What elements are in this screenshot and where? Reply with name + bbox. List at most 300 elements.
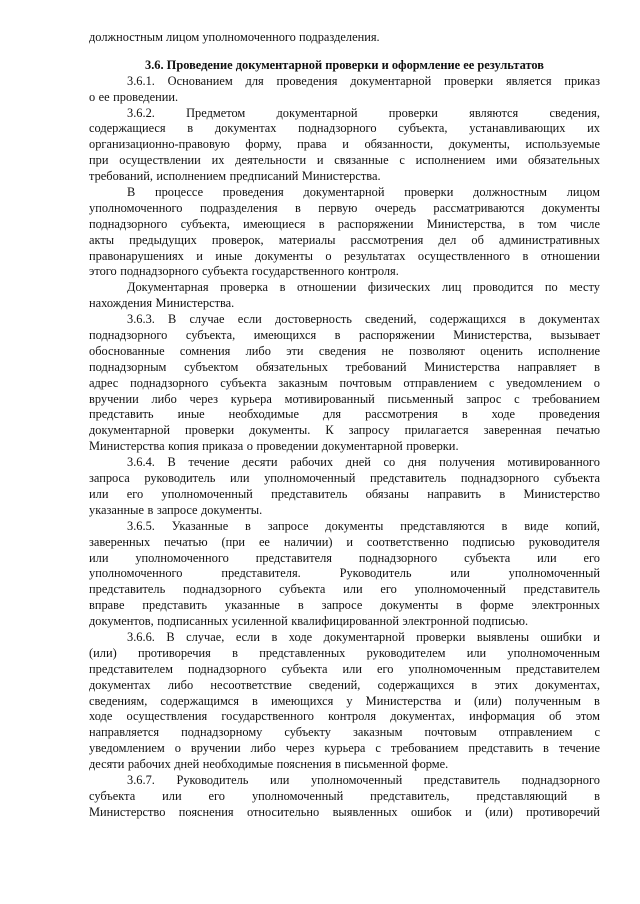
text-line	[89, 217, 600, 233]
word: государственного	[251, 264, 345, 279]
word: рабочих	[290, 455, 334, 470]
word: или	[537, 550, 557, 565]
word: о	[246, 439, 253, 454]
word: представляются	[400, 518, 485, 533]
word: о	[593, 375, 600, 390]
word: ошибок	[410, 804, 452, 819]
word: том	[537, 216, 557, 231]
word: руководитель	[144, 471, 216, 486]
word: Министерства.	[301, 169, 381, 184]
word: сведениям,	[89, 693, 148, 708]
word: представителем	[89, 661, 173, 676]
word: курьера	[324, 741, 366, 756]
text-line	[89, 296, 600, 312]
word: и	[316, 153, 324, 168]
word: проверки	[388, 105, 438, 120]
word: иные	[215, 248, 243, 263]
word: Министерство	[89, 804, 166, 819]
word: поднадзорного	[89, 216, 168, 231]
word: связанные	[334, 153, 389, 168]
word: отправлением	[498, 725, 573, 740]
word: течение	[188, 455, 230, 470]
word: об	[471, 232, 484, 247]
word: в	[334, 328, 341, 343]
word: 3.6.3.	[127, 312, 155, 327]
word: субъекта	[553, 471, 600, 486]
word: Министерства	[365, 693, 442, 708]
word: 3.6.6.	[127, 629, 155, 644]
word: документах	[538, 312, 600, 327]
word: документы	[541, 200, 600, 215]
word: об	[548, 709, 562, 724]
word: государственного	[221, 709, 314, 724]
word: или	[269, 772, 290, 787]
word: пояснения	[276, 757, 332, 772]
word: Министерства.	[155, 296, 235, 311]
word: документарной	[276, 105, 358, 120]
word: представителя	[255, 550, 332, 565]
word: требований	[345, 359, 407, 374]
text-line	[89, 582, 600, 598]
word: выявленных	[332, 804, 398, 819]
word: устанавливающих	[469, 121, 566, 136]
word: представить	[142, 598, 207, 613]
word: обязаны	[365, 486, 409, 501]
word: рабочих	[127, 757, 171, 772]
word: акты	[89, 232, 115, 247]
word: приказ	[564, 73, 600, 88]
word: десяти	[89, 757, 125, 772]
word: документарной	[89, 423, 171, 438]
word: представителя.	[221, 566, 301, 581]
word: со	[383, 455, 396, 470]
word: заверенных	[89, 534, 151, 549]
word: представитель	[369, 471, 447, 486]
word: относительно	[246, 804, 320, 819]
text-line	[89, 503, 600, 519]
word: в	[594, 788, 600, 803]
text-line	[89, 678, 600, 694]
word: соответственно	[366, 534, 449, 549]
word: его	[376, 661, 394, 676]
word: форме	[480, 598, 514, 613]
text-line	[89, 630, 600, 646]
text-line	[89, 423, 600, 439]
word: для	[322, 407, 342, 422]
text-line	[89, 74, 600, 90]
word: приказа	[202, 439, 244, 454]
word: проведении	[256, 439, 319, 454]
word: исполнение	[538, 343, 600, 358]
document-page	[89, 30, 600, 821]
word: Указанные	[171, 518, 229, 533]
word: его	[126, 486, 144, 501]
word: о	[174, 741, 181, 756]
word: документы.	[249, 423, 311, 438]
word: (или)	[474, 693, 502, 708]
word: представить	[89, 407, 154, 422]
word: противоречия	[137, 645, 211, 660]
word: необходимые	[202, 757, 274, 772]
section-heading-text: 3.6. Проведение документарной проверки и оформление ее результатов	[145, 57, 544, 72]
word: являются	[469, 105, 519, 120]
word: наличии)	[283, 534, 333, 549]
word: отношении	[540, 248, 600, 263]
word: электронной	[402, 614, 470, 629]
word: лицом	[566, 185, 600, 200]
text-line	[89, 455, 600, 471]
word: их	[587, 121, 600, 136]
word: позволяют	[408, 343, 465, 358]
word: если	[235, 629, 260, 644]
word: в	[594, 359, 600, 374]
word: курьера	[230, 391, 272, 406]
word: Министерства,	[453, 328, 532, 343]
word: уполномоченный	[414, 582, 506, 597]
word: в	[499, 486, 506, 501]
text-line	[89, 741, 600, 757]
word: документах	[89, 677, 151, 692]
word: уполномоченный	[251, 788, 344, 803]
word: документарной	[303, 185, 385, 200]
word: поднадзорного	[130, 375, 209, 390]
word: документов,	[89, 614, 154, 629]
word: процессе	[154, 185, 204, 200]
word: права	[297, 137, 327, 152]
word: пояснения	[178, 804, 234, 819]
text-line	[89, 90, 600, 106]
word: уполномоченным	[408, 661, 501, 676]
word: документы	[254, 248, 313, 263]
text-line	[89, 121, 600, 137]
text-line	[89, 471, 600, 487]
text-line	[89, 519, 600, 535]
continuation-text: должностным лицом уполномоченного подразделения.	[89, 30, 380, 44]
text-line	[89, 407, 600, 423]
word: документарной	[350, 73, 432, 88]
word: проверки	[416, 629, 466, 644]
word: вручении	[89, 391, 139, 406]
text-line	[89, 328, 600, 344]
word: Руководитель	[339, 566, 412, 581]
word: форму,	[245, 137, 282, 152]
word: вправе	[89, 598, 125, 613]
word: обязательных	[256, 359, 328, 374]
word: несоответствие	[210, 677, 292, 692]
word: у	[346, 693, 353, 708]
text-line	[89, 439, 600, 455]
word: В	[127, 185, 136, 200]
word: и	[593, 629, 600, 644]
word: его	[380, 582, 397, 597]
word: (при	[221, 534, 246, 549]
word: уполномоченный	[264, 471, 356, 486]
text-line	[89, 137, 600, 153]
text-line	[89, 757, 600, 773]
word: имеющихся	[270, 693, 334, 708]
word: результатах	[343, 248, 406, 263]
text-line	[89, 312, 600, 328]
word: при	[89, 153, 109, 168]
word: документы,	[448, 137, 510, 152]
text-line	[89, 789, 600, 805]
word: в	[519, 312, 526, 327]
word: выявлены	[476, 629, 530, 644]
word: 3.6.4.	[127, 455, 155, 470]
word: мотивированный	[284, 391, 375, 406]
text-line	[89, 694, 600, 710]
word: десяти	[242, 455, 278, 470]
text-line	[89, 249, 600, 265]
word: в	[471, 677, 478, 692]
word: поднадзорному	[181, 725, 263, 740]
word: подписанных	[157, 614, 229, 629]
word: субъектом	[184, 359, 239, 374]
word: Документарная	[127, 280, 209, 295]
word: в	[245, 518, 251, 533]
word: представитель	[89, 582, 166, 597]
text-line	[89, 106, 600, 122]
text-line	[89, 662, 600, 678]
text-line	[89, 487, 600, 503]
word: ходе	[491, 407, 516, 422]
text-line	[89, 709, 600, 725]
word: административных	[498, 232, 600, 247]
word: с	[488, 375, 495, 390]
text-line	[89, 153, 600, 169]
word: 3.6.1.	[127, 73, 155, 88]
word: субъекта	[202, 264, 249, 279]
word: содержащиеся	[89, 121, 166, 136]
word: случае,	[186, 629, 225, 644]
word: заверенная	[483, 423, 542, 438]
text-line	[89, 805, 600, 821]
word: подразделения	[199, 200, 278, 215]
text-line	[89, 280, 600, 296]
word: эти	[286, 343, 304, 358]
word: организационно-правовую	[89, 137, 230, 152]
word: запросу	[348, 423, 390, 438]
word: документы	[380, 598, 439, 613]
word: этого	[89, 264, 117, 279]
word: направляется	[89, 725, 160, 740]
word: нахождения	[89, 296, 153, 311]
word: ходе	[288, 629, 313, 644]
word: физических	[367, 280, 431, 295]
word: их	[211, 153, 225, 168]
word: материалы	[278, 232, 336, 247]
text-line	[89, 646, 600, 662]
word: оценить	[480, 343, 523, 358]
word: субъекта,	[180, 216, 230, 231]
word: предписаний	[229, 169, 299, 184]
text-line	[89, 725, 600, 741]
word: проверки.	[406, 439, 459, 454]
word: вручении	[190, 741, 241, 756]
word: является	[505, 73, 552, 88]
word: его	[208, 788, 225, 803]
word: информация	[469, 709, 535, 724]
word: почтовым	[339, 375, 392, 390]
word: форме.	[411, 757, 449, 772]
text-line	[89, 598, 600, 614]
word: (или)	[485, 804, 513, 819]
word: представителем	[515, 661, 600, 676]
text-line	[89, 566, 600, 582]
word: в	[522, 248, 529, 263]
word: содержащимся	[160, 693, 239, 708]
word: в	[518, 216, 525, 231]
word: уполномоченным	[507, 645, 600, 660]
word: требованием	[532, 391, 600, 406]
word: в	[456, 598, 463, 613]
word: субъекту	[284, 725, 331, 740]
word: В	[167, 455, 176, 470]
word: этом	[575, 709, 600, 724]
word: рассмотрения	[365, 407, 438, 422]
text-line	[89, 201, 600, 217]
continuation-line	[89, 30, 600, 46]
word: проверок,	[211, 232, 264, 247]
word: поднадзорного	[183, 582, 262, 597]
word: отправлением	[403, 375, 478, 390]
section-body	[89, 74, 600, 821]
word: заказным	[353, 725, 403, 740]
word: уполномоченный	[508, 566, 600, 581]
word: представитель	[423, 772, 501, 787]
word: лиц	[441, 280, 462, 295]
word: сведений,	[365, 312, 417, 327]
word: осуществления	[126, 709, 208, 724]
word: с	[399, 153, 405, 168]
word: поднадзорного	[187, 661, 267, 676]
word: правонарушениях	[89, 248, 184, 263]
word: подписью	[462, 534, 515, 549]
word: вызывает	[550, 328, 600, 343]
word: или	[450, 566, 470, 581]
word: обязательных	[528, 153, 600, 168]
word: почтовым	[424, 725, 477, 740]
word: поднадзорного	[460, 471, 540, 486]
word: содержащихся	[377, 677, 455, 692]
word: представляющий	[476, 788, 568, 803]
word: проверки	[404, 185, 454, 200]
word: направляет	[517, 359, 577, 374]
word: или	[162, 788, 182, 803]
word: в	[501, 518, 508, 533]
word: в	[187, 121, 194, 136]
word: числе	[569, 216, 600, 231]
word: отношении	[297, 280, 357, 295]
word: документарной	[323, 629, 405, 644]
word: поднадзорным	[89, 359, 167, 374]
word: виде	[524, 518, 549, 533]
word: Предметом	[186, 105, 246, 120]
word: прилагается	[404, 423, 469, 438]
word: и	[465, 804, 472, 819]
word: в	[461, 407, 468, 422]
word: обязанности,	[364, 137, 434, 152]
word: (или)	[89, 645, 117, 660]
word: иные	[177, 407, 205, 422]
word: дней	[345, 455, 371, 470]
word: осуществленного	[417, 248, 511, 263]
word: поднадзорного	[521, 772, 600, 787]
word: с	[514, 391, 520, 406]
word: представитель	[271, 486, 348, 501]
word: дня	[407, 455, 427, 470]
word: Основанием	[167, 73, 233, 88]
word: или	[466, 645, 487, 660]
section-heading	[89, 58, 600, 74]
word: копия	[168, 439, 199, 454]
word: мотивированного	[507, 455, 600, 470]
word: осуществлении	[119, 153, 201, 168]
word: предыдущих	[129, 232, 197, 247]
word: субъекта	[279, 582, 326, 597]
word: о	[325, 248, 332, 263]
word: печатью	[556, 423, 600, 438]
word: не	[381, 343, 394, 358]
word: субъекта	[220, 375, 267, 390]
word: подписью.	[472, 614, 529, 629]
word: в	[294, 200, 301, 215]
word: 3.6.7.	[127, 772, 155, 787]
word: деятельности	[235, 153, 307, 168]
word: сомнения	[179, 343, 231, 358]
word: субъекта	[89, 788, 136, 803]
word: уполномоченный	[161, 486, 253, 501]
text-line	[89, 773, 600, 789]
word: рассматриваются	[433, 200, 525, 215]
word: либо	[245, 343, 271, 358]
word: течение	[558, 741, 600, 756]
word: Министерство	[523, 486, 600, 501]
word: получения	[439, 455, 495, 470]
word: Министерства,	[426, 216, 506, 231]
word: с	[594, 725, 600, 740]
word: или	[230, 471, 250, 486]
word: руководителя	[528, 534, 600, 549]
text-line	[89, 614, 600, 630]
word: в	[279, 280, 286, 295]
word: в	[271, 629, 278, 644]
word: К	[325, 423, 334, 438]
word: исполнением	[156, 169, 227, 184]
word: противоречий	[526, 804, 600, 819]
word: Министерства	[424, 359, 500, 374]
text-line	[89, 392, 600, 408]
word: полученным	[514, 693, 581, 708]
word: или	[89, 550, 109, 565]
word: имеющиеся	[243, 216, 306, 231]
word: письменный	[387, 391, 454, 406]
word: в	[297, 598, 304, 613]
word: уполномоченного	[135, 550, 229, 565]
word: указанные	[224, 598, 280, 613]
word: проверка	[220, 280, 268, 295]
word: уполномоченного	[89, 566, 183, 581]
word: через	[189, 391, 219, 406]
text-line	[89, 535, 600, 551]
word: контроля.	[347, 264, 399, 279]
word: в	[318, 216, 325, 231]
word: печатью	[164, 534, 208, 549]
word: распоряжении	[337, 216, 414, 231]
word: и	[196, 248, 203, 263]
word: первую	[318, 200, 358, 215]
word: требованием	[390, 741, 459, 756]
